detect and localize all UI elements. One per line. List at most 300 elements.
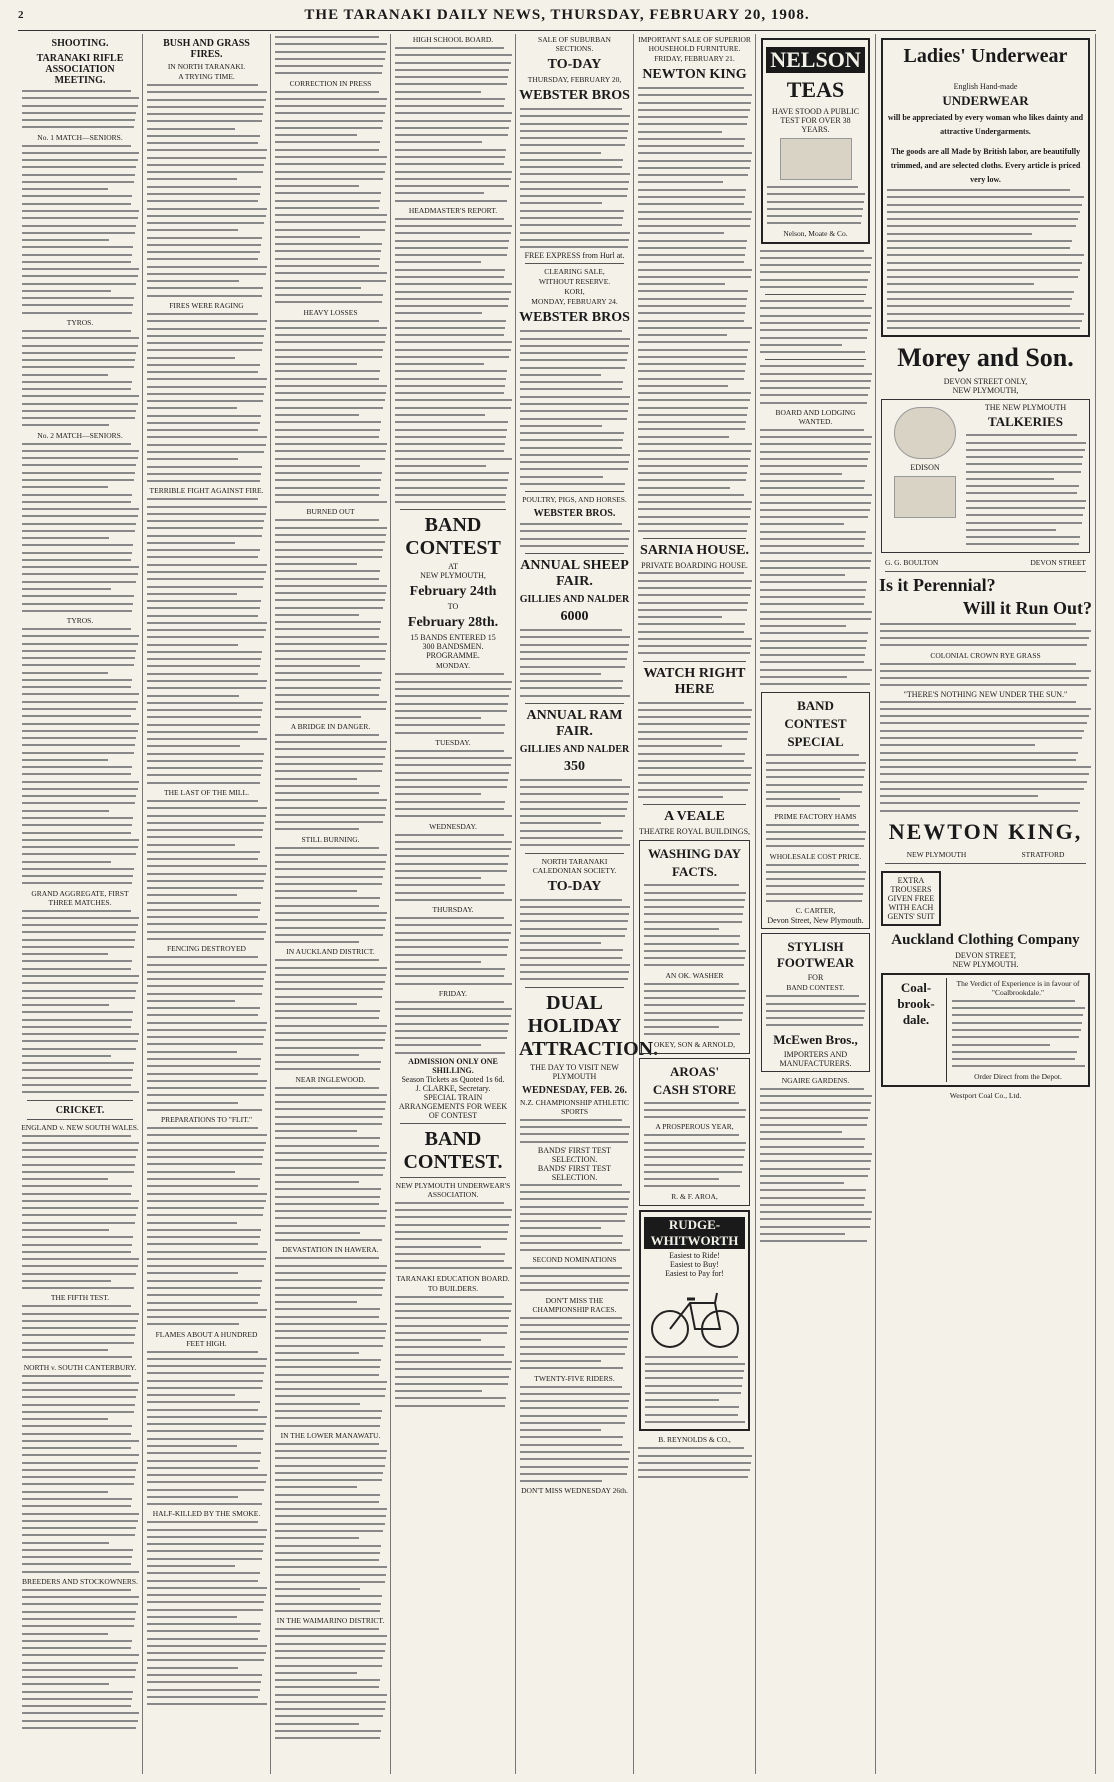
text-line: [22, 1462, 138, 1464]
text-line: [275, 58, 385, 60]
text-line: [22, 464, 136, 466]
text-line: [395, 465, 486, 467]
text-line: [880, 663, 1076, 665]
text-line: [147, 1452, 261, 1454]
text-line: [22, 1265, 138, 1267]
text-line: [275, 1130, 357, 1132]
text-line: [966, 471, 1081, 473]
text-line: [520, 1407, 628, 1409]
text-line: [147, 1521, 258, 1523]
results-list: [21, 441, 139, 615]
text-line: [147, 738, 267, 740]
text-line: [147, 1387, 262, 1389]
bicycle-illustration: [645, 1281, 745, 1351]
text-line: [147, 1365, 266, 1367]
text-line: [766, 878, 865, 880]
text-line: [880, 701, 1076, 703]
text-line: [147, 753, 264, 755]
subheading: NEAR INGLEWOOD.: [295, 1074, 366, 1084]
text-line: [520, 410, 628, 412]
text-line: [147, 142, 258, 144]
text-line: [22, 1258, 139, 1260]
text-line: [147, 313, 258, 315]
text-line: [147, 1401, 260, 1403]
text-line: [22, 693, 139, 695]
notice-text: [759, 1086, 872, 1246]
subheading: HALF-KILLED BY THE SMOKE.: [152, 1509, 261, 1519]
text-line: [520, 476, 603, 478]
text-line: [520, 545, 628, 547]
text-line: [638, 399, 750, 401]
text-line: [147, 258, 258, 260]
text-line: [520, 217, 623, 219]
text-line: [395, 1397, 506, 1399]
text-line: [760, 603, 864, 605]
text-line: [520, 666, 625, 668]
text-line: [275, 847, 379, 849]
text-line: [275, 1486, 357, 1488]
text-line: [147, 1058, 261, 1060]
text-line: [147, 335, 264, 337]
text-line: [22, 1513, 139, 1515]
text-line: [147, 1580, 258, 1582]
text-line: [395, 954, 507, 956]
text-line: [275, 171, 385, 173]
auctioneer-name: GILLIES AND NALDER: [519, 743, 630, 755]
text-line: [147, 1094, 264, 1096]
text-line: [22, 1171, 134, 1173]
text-line: [760, 402, 867, 404]
text-line: [275, 1708, 385, 1710]
text-line: [147, 1102, 238, 1104]
text-line: [760, 1095, 872, 1097]
text-line: [275, 1137, 380, 1139]
text-line: [638, 181, 723, 183]
text-line: [147, 208, 267, 210]
text-line: [275, 1723, 359, 1725]
text-line: [22, 1334, 135, 1336]
text-line: [395, 1317, 509, 1319]
bicycle-ad: RUDGE-WHITWORTH Easiest to Ride! Easiest to Buy! Easiest to Pay for!: [639, 1210, 750, 1432]
text-line: [638, 94, 752, 96]
text-line: [767, 193, 865, 195]
text-line: [760, 552, 872, 554]
text-line: [760, 1226, 870, 1228]
text-line: [760, 436, 872, 438]
text-line: [147, 629, 266, 631]
text-line: [395, 47, 504, 49]
text-line: [520, 1227, 601, 1229]
text-line: [638, 508, 751, 510]
text-line: [22, 868, 134, 870]
text-line: [275, 1196, 380, 1198]
text-line: [395, 385, 505, 387]
text-line: [147, 1481, 266, 1483]
text-line: [520, 523, 622, 525]
text-line: [147, 466, 262, 468]
text-line: [275, 814, 385, 816]
text-line: [22, 1356, 132, 1358]
text-line: [638, 1476, 748, 1478]
text-line: [275, 363, 357, 365]
text-line: [887, 327, 1080, 329]
text-line: [520, 188, 628, 190]
text-line: [275, 1301, 357, 1303]
text-line: [147, 527, 263, 529]
text-line: [147, 1565, 235, 1567]
ad-text: [765, 752, 866, 810]
text-line: [147, 237, 262, 239]
text-line: [520, 1235, 623, 1237]
masthead: [0, 0, 1114, 30]
text-line: [966, 500, 1086, 502]
text-line: [644, 983, 739, 985]
text-line: [644, 1156, 744, 1158]
text-line: [395, 200, 507, 202]
text-line: [147, 498, 258, 500]
notice-text: [519, 897, 630, 984]
text-line: [638, 87, 744, 89]
text-line: [638, 254, 745, 256]
extra-trousers-box: EXTRA TROUSERS GIVEN FREE WITH EACH GENTS' SUIT: [881, 871, 941, 926]
text-line: [520, 195, 627, 197]
text-line: [22, 1033, 139, 1035]
text-line: [275, 1381, 387, 1383]
text-line: [147, 513, 266, 515]
text-line: [638, 709, 752, 711]
text-line: [638, 414, 747, 416]
text-line: [147, 1652, 266, 1654]
text-line: [644, 906, 744, 908]
text-line: [275, 792, 379, 794]
text-line: [22, 1004, 109, 1006]
text-line: [395, 1383, 508, 1385]
text-line: [147, 887, 263, 889]
text-line: [22, 1618, 135, 1620]
text-line: [952, 1058, 1075, 1060]
text-line: [147, 1043, 263, 1045]
text-line: [147, 1272, 238, 1274]
text-line: [645, 1363, 745, 1365]
text-line: [147, 1587, 267, 1589]
text-line: [22, 939, 135, 941]
text-line: [520, 439, 623, 441]
text-line: [22, 1084, 131, 1086]
text-line: [147, 923, 267, 925]
text-line: [887, 218, 1078, 220]
text-line: [395, 232, 511, 234]
text-line: [395, 127, 509, 129]
text-line: [760, 373, 872, 375]
text-line: [147, 731, 258, 733]
text-line: [147, 1467, 258, 1469]
text-line: [760, 567, 870, 569]
text-line: [147, 1171, 235, 1173]
text-line: [275, 556, 382, 558]
text-line: [147, 636, 264, 638]
text-line: [395, 112, 512, 114]
text-line: [147, 1000, 235, 1002]
text-line: [22, 1498, 132, 1500]
text-line: [644, 1026, 719, 1028]
subheading: ENGLAND v. NEW SOUTH WALES.: [21, 1122, 139, 1132]
subheading: NORTH v. SOUTH CANTERBURY.: [23, 1362, 137, 1372]
text-line: [275, 243, 382, 245]
subheading: HEAVY LOSSES: [303, 307, 358, 317]
text-line: [22, 581, 136, 583]
text-line: [275, 1479, 382, 1481]
subheading: DEVASTATION IN HAWERA.: [282, 1245, 379, 1255]
text-line: [395, 76, 508, 78]
text-line: [520, 822, 601, 824]
text-line: [766, 784, 863, 786]
text-line: [395, 968, 505, 970]
text-line: [395, 703, 508, 705]
text-line: [395, 163, 504, 165]
text-line: [520, 935, 625, 937]
text-line: [275, 687, 380, 689]
text-line: [638, 189, 746, 191]
text-line: [760, 329, 868, 331]
text-line: [22, 145, 131, 147]
text-line: [395, 1310, 511, 1312]
text-line: [147, 800, 258, 802]
text-line: [22, 708, 136, 710]
text-line: [395, 946, 508, 948]
text-line: [275, 570, 380, 572]
text-line: [275, 214, 387, 216]
article-text: [394, 45, 512, 205]
text-line: [520, 695, 630, 697]
text-line: [147, 128, 235, 130]
text-line: [966, 442, 1086, 444]
text-line: [520, 130, 628, 132]
auction-text: [519, 521, 630, 550]
text-line: [275, 778, 357, 780]
text-line: [275, 258, 380, 260]
text-line: [638, 174, 748, 176]
text-line: [22, 744, 135, 746]
text-line: [275, 250, 381, 252]
text-line: [147, 1659, 264, 1661]
ad-text: [965, 432, 1086, 548]
text-line: [275, 287, 361, 289]
text-line: [275, 578, 379, 580]
text-line: [275, 443, 387, 445]
text-line: [760, 1168, 870, 1170]
text-line: [638, 702, 744, 704]
text-line: [644, 1134, 739, 1136]
text-line: [395, 855, 509, 857]
text-line: [275, 72, 382, 74]
text-line: [147, 1380, 263, 1382]
text-line: [275, 1515, 386, 1517]
text-line: [520, 1360, 601, 1362]
text-line: [760, 1211, 872, 1213]
text-line: [520, 232, 630, 234]
text-line: [638, 436, 729, 438]
text-line: [638, 523, 748, 525]
text-line: [147, 178, 237, 180]
auctioneer-name: WEBSTER BROS: [519, 310, 630, 326]
text-line: [395, 815, 512, 817]
text-line: [22, 975, 139, 977]
text-line: [520, 1289, 628, 1291]
text-line: [147, 858, 258, 860]
text-line: [887, 225, 1076, 227]
text-line: [395, 1332, 507, 1334]
text-line: [880, 759, 1076, 761]
text-line: [275, 1152, 387, 1154]
text-line: [395, 225, 512, 227]
text-line: [766, 1003, 866, 1005]
text-line: [275, 294, 383, 296]
text-line: [767, 186, 858, 188]
text-line: [147, 1316, 266, 1318]
text-line: [275, 770, 382, 772]
subheading: BURNED OUT: [306, 507, 355, 517]
classified-text: [759, 298, 872, 356]
text-line: [275, 541, 385, 543]
text-line: [147, 371, 258, 373]
text-line: [760, 337, 867, 339]
text-line: [395, 1296, 504, 1298]
article-text: [146, 82, 267, 300]
text-line: [766, 1024, 863, 1026]
text-line: [147, 1674, 262, 1676]
article-text: [146, 1519, 267, 1708]
text-line: [275, 149, 379, 151]
text-line: [22, 283, 136, 285]
text-line: [147, 909, 260, 911]
text-line: [395, 870, 507, 872]
ad-text: [637, 1445, 752, 1481]
text-line: [395, 156, 505, 158]
text-line: [638, 370, 745, 372]
text-line: [395, 392, 504, 394]
text-line: [275, 1061, 381, 1063]
text-line: [760, 473, 842, 475]
text-line: [395, 479, 508, 481]
text-line: [22, 657, 135, 659]
text-line: [275, 436, 379, 438]
text-line: [520, 1317, 622, 1319]
text-line: [22, 1596, 139, 1598]
text-line: [22, 1200, 139, 1202]
text-line: [22, 97, 139, 99]
text-line: [22, 1534, 135, 1536]
text-line: [395, 254, 507, 256]
text-line: [760, 1204, 864, 1206]
text-line: [22, 1411, 134, 1413]
text-line: [275, 51, 386, 53]
text-line: [275, 1232, 360, 1234]
text-line: [520, 166, 622, 168]
text-line: [275, 43, 387, 45]
text-line: [520, 1353, 625, 1355]
text-line: [22, 1389, 138, 1391]
text-line: [275, 120, 383, 122]
article-text: [21, 1373, 139, 1446]
ad-text: [766, 184, 865, 228]
text-line: [638, 450, 751, 452]
text-line: [147, 1073, 258, 1075]
text-line: [275, 1417, 381, 1419]
text-line: [395, 673, 504, 675]
text-line: [766, 845, 864, 847]
text-line: [395, 772, 509, 774]
column-4: [391, 34, 516, 1774]
text-line: [147, 222, 264, 224]
text-line: [147, 1423, 266, 1425]
text-line: [147, 349, 262, 351]
text-line: [520, 978, 628, 980]
text-line: [147, 1051, 237, 1053]
text-line: [275, 672, 382, 674]
text-line: [147, 993, 262, 995]
text-line: [22, 410, 136, 412]
text-line: [22, 515, 138, 517]
text-line: [22, 203, 131, 205]
text-line: [22, 1469, 136, 1471]
text-line: [147, 1572, 260, 1574]
text-line: [638, 196, 745, 198]
text-line: [760, 458, 868, 460]
text-line: [275, 1457, 386, 1459]
text-line: [275, 974, 386, 976]
text-line: [275, 679, 381, 681]
text-line: [275, 1628, 379, 1630]
ad-text: [765, 862, 866, 906]
text-line: [966, 456, 1083, 458]
text-line: [147, 586, 263, 588]
ad-text: [643, 882, 746, 969]
text-line: [22, 312, 132, 314]
text-line: [22, 479, 134, 481]
text-line: [147, 665, 260, 667]
text-line: [22, 1549, 133, 1551]
text-line: [22, 181, 134, 183]
text-line: [147, 135, 260, 137]
text-line: [275, 1410, 382, 1412]
text-line: [147, 1127, 258, 1129]
text-line: [147, 251, 260, 253]
text-line: [644, 1164, 743, 1166]
text-line: [275, 1265, 387, 1267]
text-line: [22, 910, 131, 912]
text-line: [395, 1246, 481, 1248]
text-line: [22, 1589, 131, 1591]
text-line: [22, 773, 131, 775]
text-line: [766, 824, 859, 826]
article-text: [21, 1303, 139, 1361]
text-line: [644, 1185, 740, 1187]
text-line: [22, 388, 131, 390]
text-line: [147, 1163, 262, 1165]
text-line: [638, 276, 751, 278]
column-7: NELSON TEAS HAVE STOOD A PUBLIC TEST FOR OVER 38 YEARS. Nelson, Moate & Co. BOARD AND LODGING WANTED. BAND CONTEST SPECIAL PRIME FACTORY HAMS WHOLESALE COST PRICE. C. CARTER, Devon Street, New Plymouth. STYLISH FOOTWEAR FOR BAND CONTEST. McEwen Bros., IMPORTERS AND MANUFACTURERS. NGAIRE GARDENS.: [756, 34, 876, 1774]
text-line: [275, 185, 359, 187]
text-line: [22, 1305, 131, 1307]
text-line: [275, 905, 379, 907]
text-line: [520, 425, 602, 427]
ad-text: [765, 822, 866, 851]
nelson-teas-ad: NELSON TEAS HAVE STOOD A PUBLIC TEST FOR OVER 38 YEARS. Nelson, Moate & Co.: [761, 38, 870, 244]
text-line: [638, 501, 752, 503]
text-line: [22, 1069, 133, 1071]
text-line: [22, 1019, 132, 1021]
text-line: [760, 257, 872, 259]
